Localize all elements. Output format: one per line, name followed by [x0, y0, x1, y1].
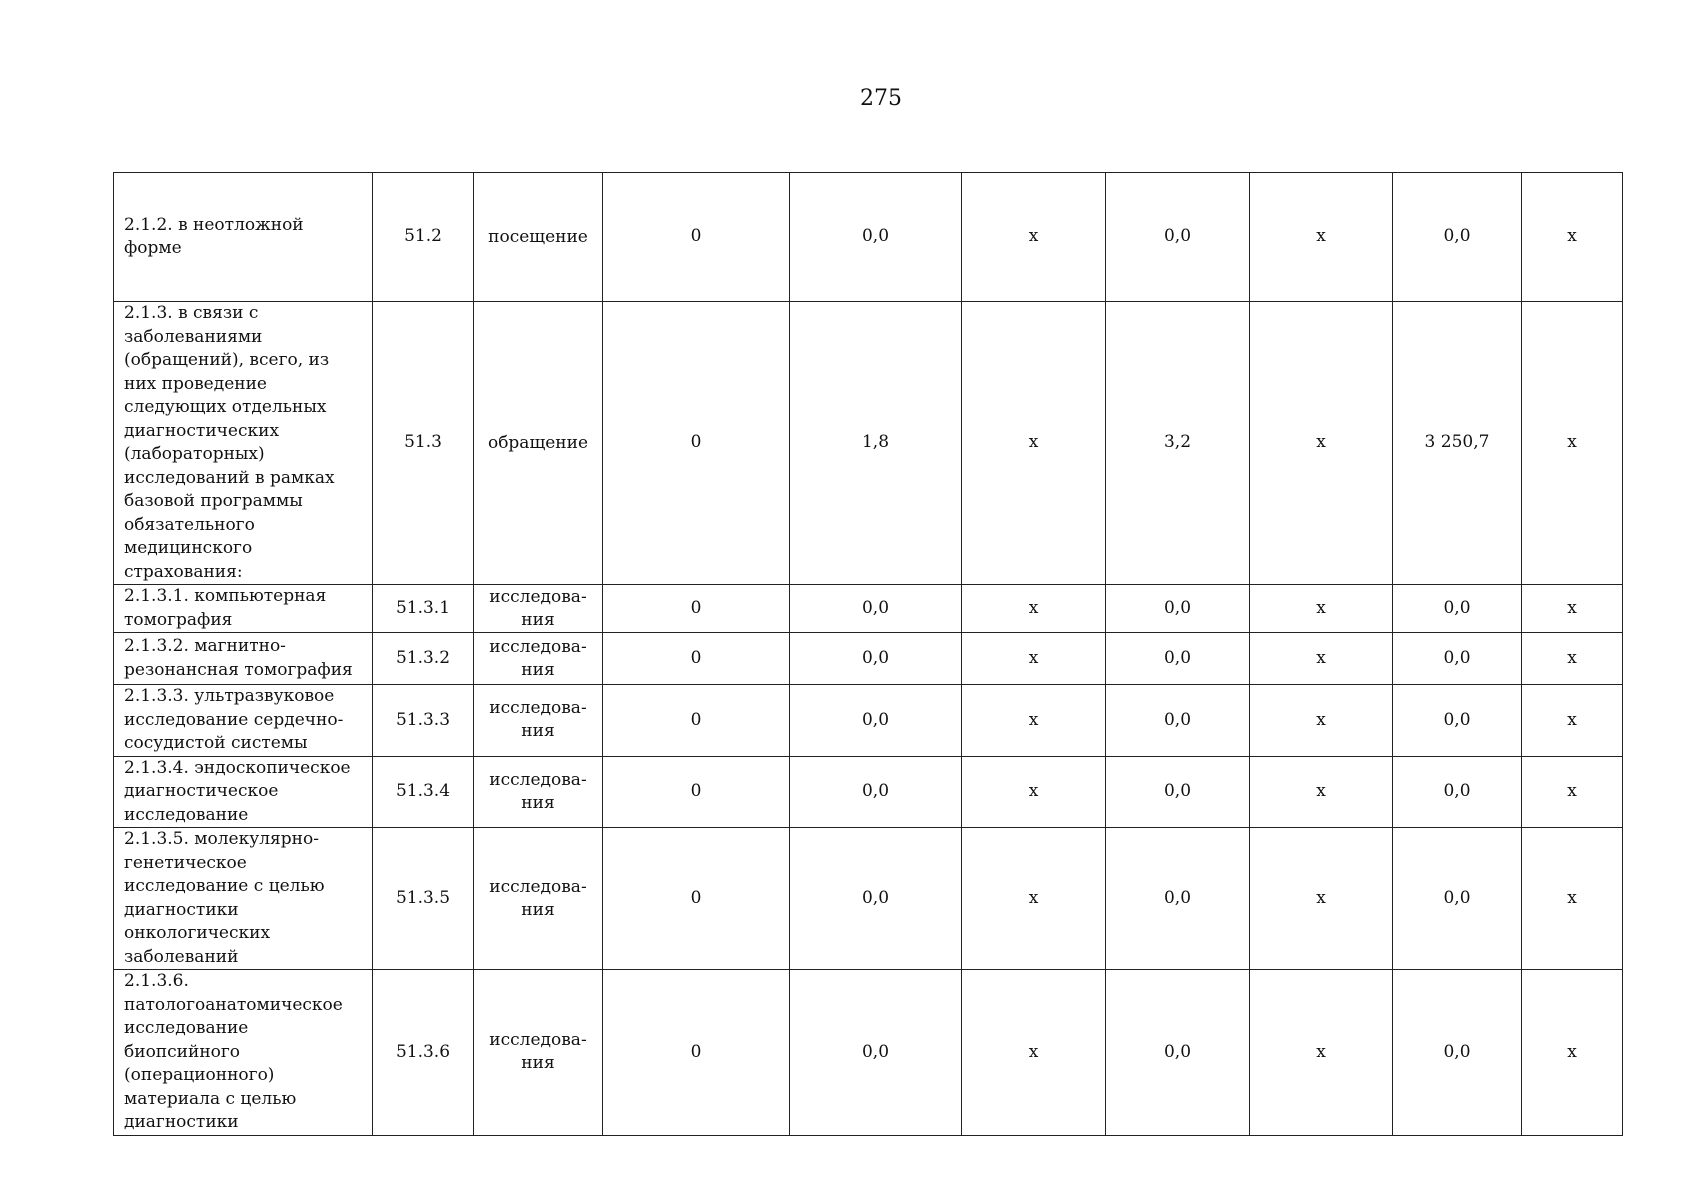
row-code-cell: 51.3.5 [373, 828, 474, 970]
value-cell: х [1250, 756, 1393, 828]
value-cell: 0 [603, 756, 790, 828]
value-cell: 0,0 [790, 685, 962, 757]
value-cell: х [962, 173, 1106, 302]
value-cell: 0,0 [1106, 633, 1250, 685]
value-cell: 0 [603, 302, 790, 585]
table-row [114, 633, 1623, 685]
value-cell: х [962, 685, 1106, 757]
table-row [114, 828, 1623, 970]
value-cell: 0,0 [790, 970, 962, 1136]
page-number: 275 [860, 86, 902, 111]
value-cell: 0,0 [790, 585, 962, 633]
value-cell: 0,0 [1393, 756, 1522, 828]
value-cell: х [1522, 828, 1623, 970]
value-cell: 0,0 [1393, 685, 1522, 757]
value-cell: х [1522, 173, 1623, 302]
row-unit-cell: исследова-ния [474, 756, 603, 828]
value-cell: х [1522, 585, 1623, 633]
row-name-cell: 2.1.3. в связи с заболеваниями (обращений), всего, из них проведение следующих отдельных диагностических (лабораторных) исследований в рамках базовой программы обязательного медицинского страхования: [114, 302, 373, 585]
table-row [114, 302, 1623, 585]
row-name-cell: 2.1.3.6. патологоанатомическое исследование биопсийного (операционного) материала с целью диагностики [114, 970, 373, 1136]
value-cell: 0,0 [1393, 585, 1522, 633]
value-cell: х [1250, 828, 1393, 970]
value-cell: 0,0 [1106, 828, 1250, 970]
row-unit-cell: исследова-ния [474, 970, 603, 1136]
value-cell: х [962, 633, 1106, 685]
value-cell: х [962, 756, 1106, 828]
row-code-cell: 51.3.1 [373, 585, 474, 633]
row-code-cell: 51.3.4 [373, 756, 474, 828]
row-code-cell: 51.3 [373, 302, 474, 585]
row-name-cell: 2.1.3.3. ультразвуковое исследование сердечно-сосудистой системы [114, 685, 373, 757]
row-name-cell: 2.1.3.2. магнитно-резонансная томография [114, 633, 373, 685]
value-cell: 0,0 [1393, 633, 1522, 685]
value-cell: 0,0 [790, 828, 962, 970]
value-cell: 0 [603, 828, 790, 970]
value-cell: 1,8 [790, 302, 962, 585]
row-unit-cell: исследова-ния [474, 685, 603, 757]
row-name-cell: 2.1.3.1. компьютерная томография [114, 585, 373, 633]
value-cell: 0,0 [1393, 970, 1522, 1136]
value-cell: х [1250, 302, 1393, 585]
value-cell: х [962, 585, 1106, 633]
value-cell: 0,0 [790, 633, 962, 685]
value-cell: 0,0 [1106, 173, 1250, 302]
value-cell: 0 [603, 685, 790, 757]
table-row [114, 970, 1623, 1136]
value-cell: 0,0 [790, 756, 962, 828]
value-cell: х [1250, 633, 1393, 685]
value-cell: х [1250, 173, 1393, 302]
value-cell: х [1522, 633, 1623, 685]
row-code-cell: 51.3.3 [373, 685, 474, 757]
value-cell: х [1522, 970, 1623, 1136]
value-cell: 0,0 [1106, 970, 1250, 1136]
table-row [114, 685, 1623, 757]
data-table [113, 172, 1623, 1136]
value-cell: х [1250, 970, 1393, 1136]
row-name-cell: 2.1.3.4. эндоскопическое диагностическое исследование [114, 756, 373, 828]
value-cell: 0 [603, 585, 790, 633]
table-row [114, 173, 1623, 302]
value-cell: х [1522, 756, 1623, 828]
value-cell: 0,0 [1106, 585, 1250, 633]
value-cell: 0 [603, 970, 790, 1136]
value-cell: х [962, 302, 1106, 585]
row-unit-cell: исследова-ния [474, 633, 603, 685]
row-code-cell: 51.3.6 [373, 970, 474, 1136]
value-cell: х [962, 828, 1106, 970]
row-unit-cell: посещение [474, 173, 603, 302]
value-cell: 3,2 [1106, 302, 1250, 585]
row-code-cell: 51.2 [373, 173, 474, 302]
row-unit-cell: обращение [474, 302, 603, 585]
value-cell: 0 [603, 633, 790, 685]
row-unit-cell: исследова-ния [474, 828, 603, 970]
value-cell: 0,0 [1106, 685, 1250, 757]
row-code-cell: 51.3.2 [373, 633, 474, 685]
row-name-cell: 2.1.2. в неотложной форме [114, 173, 373, 302]
value-cell: х [1522, 685, 1623, 757]
value-cell: х [1250, 685, 1393, 757]
value-cell: 0,0 [790, 173, 962, 302]
row-name-cell: 2.1.3.5. молекулярно-генетическое исследование с целью диагностики онкологических заболеваний [114, 828, 373, 970]
value-cell: х [1522, 302, 1623, 585]
row-unit-cell: исследова-ния [474, 585, 603, 633]
value-cell: х [962, 970, 1106, 1136]
value-cell: 3 250,7 [1393, 302, 1522, 585]
value-cell: 0,0 [1393, 828, 1522, 970]
value-cell: х [1250, 585, 1393, 633]
value-cell: 0,0 [1106, 756, 1250, 828]
value-cell: 0,0 [1393, 173, 1522, 302]
table-row [114, 585, 1623, 633]
value-cell: 0 [603, 173, 790, 302]
table-row [114, 756, 1623, 828]
